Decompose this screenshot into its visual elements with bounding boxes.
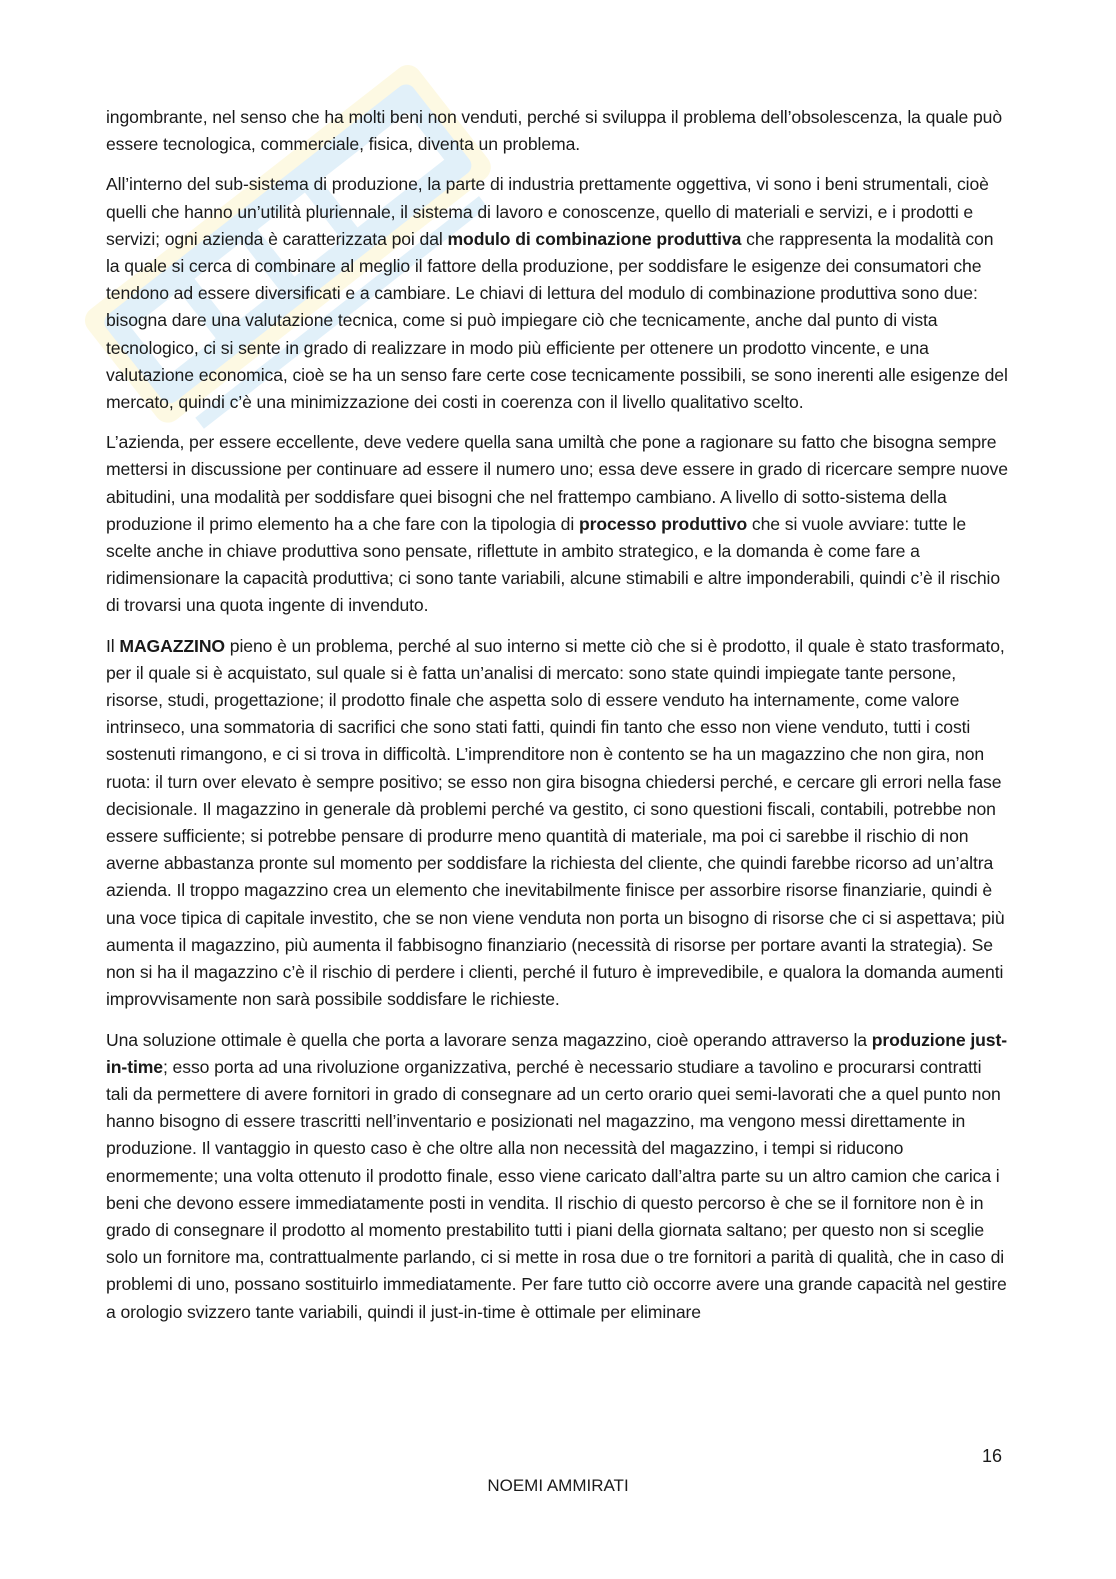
document-body (106, 104, 1008, 1339)
footer-author: NOEMI AMMIRATI (487, 1476, 629, 1495)
text-run: All’interno del sub-sistema di produzione, la parte di industria prettamente oggettiva, vi sono i beni strumentali, cioè quelli che hanno un’utilità pluriennale, il sistema di lavoro e conoscenze, quello di materiali e servizi, e i prodotti e servizi; ogni azienda è caratterizzata poi dal (106, 174, 989, 249)
bold-term: processo produttivo (578, 513, 748, 534)
text-run: ; esso porta ad una rivoluzione organizzativa, perché è necessario studiare a tavolino e procurarsi contratti tali da permettere di avere fornitori in grado di consegnare ad un certo orario quei semi-lavorati che a quel punto non hanno bisogno di essere trascritti nell’inventario e posizionati nel magazzino, ma vengono messi direttamente in produzione. Il vantaggio in questo caso è che oltre alla non necessità del magazzino, i tempi si riducono enormemente; una volta ottenuto il prodotto finale, esso viene caricato dall’altra parte su un altro camion che carica i beni che devono essere immediatamente posti in vendita. Il rischio di questo percorso è che se il fornitore non è in grado di consegnare il prodotto al momento prestabilito tutti i piani della giornata saltano; per questo non si sceglie solo un fornitore ma, contrattualmente parlando, ci si mette in rosa due o tre fornitori a parità di qualità, che in caso di problemi di uno, possano sostituirlo immediatamente. Per fare tutto ciò occorre avere una grande capacità nel gestire a orologio svizzero tante variabili, quindi il just-in-time è ottimale per eliminare (106, 1056, 1007, 1322)
paragraph (106, 171, 1008, 416)
text-run: L’azienda, per essere eccellente, deve vedere quella sana umiltà che pone a ragionare su fatto che bisogna sempre mettersi in discussione per continuare ad essere il numero uno; essa deve essere in grado di ricercare sempre nuove abitudini, una modalità per soddisfare quei bisogni che nel frattempo cambiano. A livello di sotto-sistema della produzione il primo elemento ha a che fare con la tipologia di (106, 432, 1008, 534)
bold-term: produzione just-in-time (106, 1029, 1007, 1077)
paragraph (106, 633, 1008, 1014)
text-run: pieno è un problema, perché al suo interno si mette ciò che si è prodotto, il quale è stato trasformato, per il quale si è acquistato, sul quale si è fatta un’analisi di mercato: sono state quindi impiegate tante persone, risorse, studi, progettazione; il prodotto finale che aspetta solo di essere venduto ha internamente, come valore intrinseco, una sommatoria di sacrifici che sono stati fatti, quindi fin tanto che esso non viene venduto, tutti i costi sostenuti rimangono, e ci si trova in difficoltà. L’imprenditore non è contento se ha un magazzino che non gira, non ruota: il turn over elevato è sempre positivo; se esso non gira bisogna chiedersi perché, e cercare gli errori nella fase decisionale. Il magazzino in generale dà problemi perché va gestito, ci sono questioni fiscali, contabili, potrebbe non essere sufficiente; si potrebbe pensare di produrre meno quantità di materiale, ma poi ci sarebbe il rischio di non averne abbastanza pronte sul momento per soddisfare la richiesta del cliente, che quindi farebbe ricorso ad un’altra azienda. Il troppo magazzino crea un elemento che inevitabilmente finisce per assorbire risorse finanziarie, quindi è una voce tipica di capitale investito, che se non viene venduta non porta un bisogno di risorse che ci si aspettava; più aumenta il magazzino, più aumenta il fabbisogno finanziario (necessità di risorse per portare avanti la strategia). Se non si ha il magazzino c’è il rischio di perdere i clienti, perché il futuro è imprevedibile, e qualora la domanda aumenti improvvisamente non sarà possibile soddisfare le richieste. (106, 635, 1005, 1010)
text-run: ingombrante, nel senso che ha molti beni non venduti, perché si sviluppa il problema dell’obsolescenza, la quale può essere tecnologica, commerciale, fisica, diventa un problema. (106, 107, 1003, 155)
paragraph (106, 104, 1008, 158)
bold-term: modulo di combinazione produttiva (447, 228, 742, 249)
page-number: 16 (981, 1446, 1002, 1466)
bold-term: MAGAZZINO (119, 635, 226, 656)
text-run: che si vuole avviare: tutte le scelte anche in chiave produttiva sono pensate, riflettute in ambito strategico, e la domanda è come fare a ridimensionare la capacità produttiva; ci sono tante variabili, alcune stimabili e altre imponderabili, quindi c’è il rischio di trovarsi una quota ingente di invenduto. (106, 513, 1001, 616)
paragraph (106, 1027, 1008, 1326)
text-run: Una soluzione ottimale è quella che porta a lavorare senza magazzino, cioè operando attraverso la (106, 1029, 872, 1050)
text-run: che rappresenta la modalità con la quale si cerca di combinare al meglio il fattore della produzione, per soddisfare le esigenze dei consumatori che tendono ad essere diversificati e a cambiare. Le chiavi di lettura del modulo di combinazione produttiva sono due: bisogna dare una valutazione tecnica, come si può impiegare ciò che tecnicamente, anche dal punto di vista tecnologico, ci si sente in grado di realizzare in modo più efficiente per ottenere un prodotto vincente, e una valutazione economica, cioè se ha un senso fare certe cose tecnicamente possibili, se sono inerenti alle esigenze del mercato, quindi c’è una minimizzazione dei costi in coerenza con il livello qualitativo scelto. (106, 228, 1008, 413)
paragraph (106, 429, 1008, 619)
text-run: Il (106, 635, 120, 656)
